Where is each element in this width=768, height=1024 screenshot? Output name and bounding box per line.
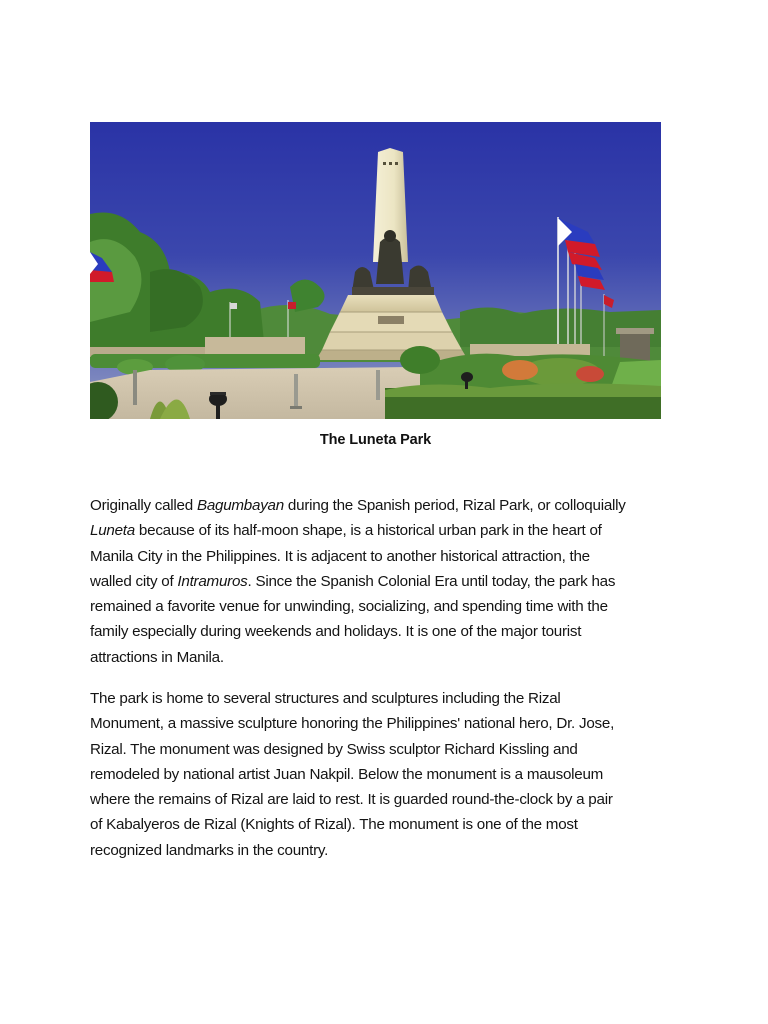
text-line bbox=[90, 812, 690, 837]
text-line bbox=[90, 838, 690, 863]
text-line bbox=[90, 569, 690, 594]
text-run: Monument, a massive sculpture honoring the Philippines' national hero, Dr. Jose, bbox=[90, 715, 615, 733]
text-run: because of its half-moon shape, is a historical urban park in the heart of bbox=[134, 522, 602, 540]
text-run: where the remains of Rizal are laid to rest. It is guarded round-the-clock by a pair bbox=[90, 791, 613, 809]
paragraph-monument bbox=[90, 686, 690, 863]
italic-term: Luneta bbox=[90, 522, 135, 540]
text-run: The park is home to several structures and sculptures including the Rizal bbox=[90, 690, 561, 707]
text-line bbox=[90, 686, 690, 711]
text-run: Rizal. The monument was designed by Swiss sculptor Richard Kissling and bbox=[90, 740, 578, 758]
luneta-park-photo bbox=[90, 122, 661, 419]
text-line bbox=[90, 594, 690, 619]
text-line bbox=[90, 762, 690, 787]
text-run: Manila City in the Philippines. It is adjacent to another historical attraction, the bbox=[90, 547, 590, 565]
figure-caption: The Luneta Park bbox=[319, 432, 432, 448]
text-run: remained a favorite venue for unwinding, socializing, and spending time with the bbox=[90, 598, 608, 616]
text-run: during the Spanish period, Rizal Park, or colloquially bbox=[283, 497, 626, 514]
text-line bbox=[90, 518, 690, 543]
text-line bbox=[90, 645, 690, 670]
text-run: Originally called bbox=[90, 497, 197, 514]
text-run: . Since the Spanish Colonial Era until today, the park has bbox=[247, 572, 616, 590]
text-line bbox=[90, 544, 690, 569]
text-line bbox=[90, 787, 690, 812]
italic-term: Bagumbayan bbox=[196, 497, 284, 514]
text-run: remodeled by national artist Juan Nakpil. Below the monument is a mausoleum bbox=[90, 765, 604, 783]
text-run: recognized landmarks in the country. bbox=[90, 841, 329, 859]
text-line bbox=[90, 737, 690, 762]
text-run: of Kabalyeros de Rizal (Knights of Rizal). The monument is one of the most bbox=[90, 816, 578, 834]
text-run: walled city of bbox=[90, 572, 178, 590]
text-line bbox=[90, 619, 690, 644]
text-line bbox=[90, 493, 690, 518]
rizal-monument-illustration bbox=[90, 122, 661, 419]
italic-term: Intramuros bbox=[177, 572, 248, 590]
text-run: family especially during weekends and holidays. It is one of the major tourist bbox=[90, 623, 582, 641]
paragraph-history bbox=[90, 493, 690, 670]
text-line bbox=[90, 711, 690, 736]
text-run: attractions in Manila. bbox=[90, 648, 224, 666]
